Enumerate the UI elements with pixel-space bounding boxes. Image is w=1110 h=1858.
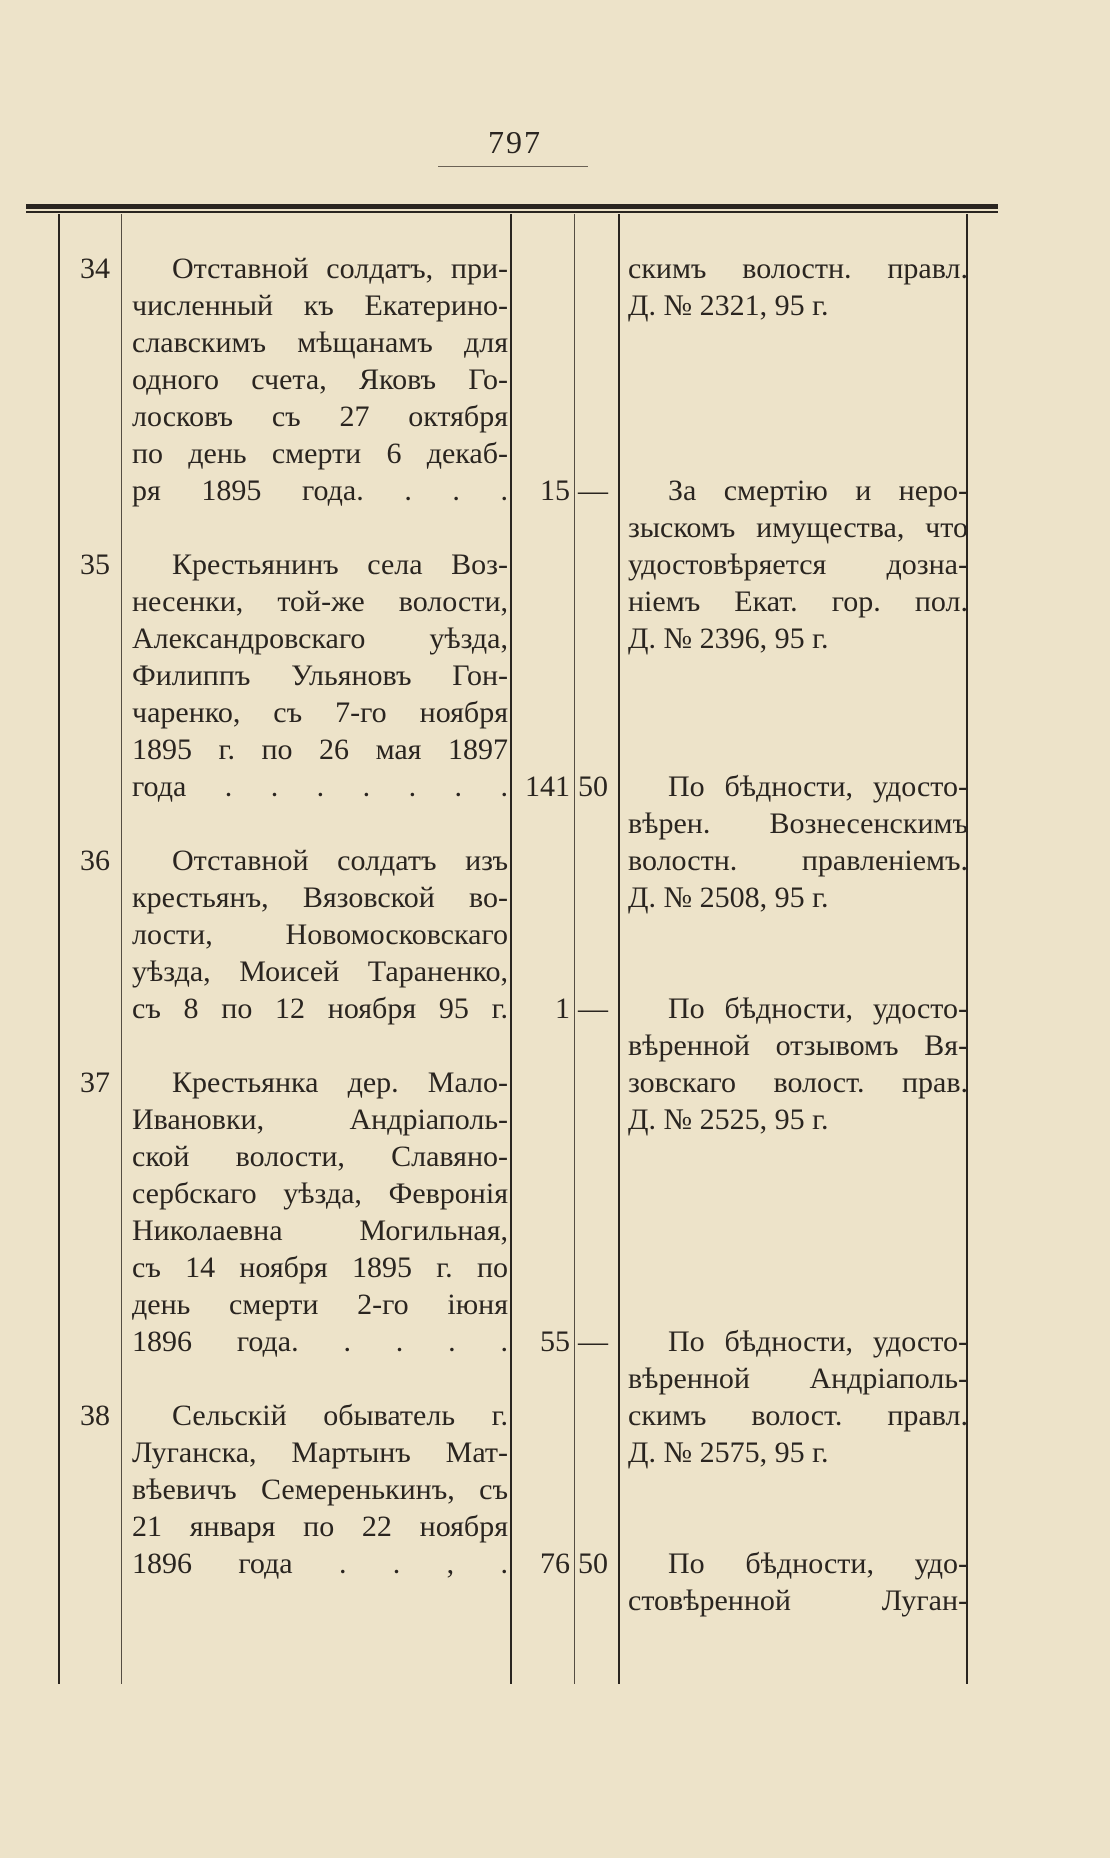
remark-line: стовѣренной Луган-	[628, 1584, 968, 1617]
amount-rubles: 55	[540, 1325, 570, 1358]
amount-kopecks: —	[578, 474, 608, 507]
remark-line: Д. № 2396, 95 г.	[628, 622, 829, 655]
remark-line: зыскомъ имущества, что	[628, 511, 968, 544]
entry-line: Николаевна Могильная,	[132, 1214, 508, 1247]
remark-line: За смертію и неро-	[668, 474, 968, 507]
entry-number: 34	[80, 252, 110, 285]
entry-line: лосковъ съ 27 октября	[132, 400, 508, 433]
amount-rubles: 76	[540, 1547, 570, 1580]
entry-line: чаренко, съ 7-го ноября	[132, 696, 508, 729]
remark-line: вѣрен. Вознесенскимъ	[628, 807, 968, 840]
remark-line: зовскаго волост. прав.	[628, 1066, 968, 1099]
amount-rubles: 1	[555, 992, 570, 1025]
entry-line: Александровскаго уѣзда,	[132, 622, 508, 655]
amount-rubles: 141	[525, 770, 570, 803]
entry-line: Отставной солдатъ, при-	[172, 252, 508, 285]
remark-line: Д. № 2321, 95 г.	[628, 289, 829, 322]
amount-kopecks: —	[578, 992, 608, 1025]
entry-line: 1896 года . . , .	[132, 1547, 508, 1580]
amount-kopecks: —	[578, 1325, 608, 1358]
remark-line: вѣренной Андріаполь-	[628, 1362, 968, 1395]
entry-line: одного счета, Яковъ Го-	[132, 363, 508, 396]
entry-line: Крестьянинъ села Воз-	[172, 548, 508, 581]
remark-line: По бѣдности, удосто-	[668, 770, 968, 803]
amount-rubles: 15	[540, 474, 570, 507]
entry-line: Луганска, Мартынъ Мат-	[132, 1436, 508, 1469]
entry-number: 36	[80, 844, 110, 877]
remark-line: вѣренной отзывомъ Вя-	[628, 1029, 968, 1062]
entry-line: сербскаго уѣзда, Февронія	[132, 1177, 508, 1210]
entry-line: года . . . . . . .	[132, 770, 508, 803]
entry-line: Отставной солдатъ изъ	[172, 844, 508, 877]
entry-line: славскимъ мѣщанамъ для	[132, 326, 508, 359]
remark-line: удостовѣряется дозна-	[628, 548, 968, 581]
entry-line: съ 8 по 12 ноября 95 г.	[132, 992, 508, 1025]
entry-number: 35	[80, 548, 110, 581]
entry-line: ря 1895 года. . . .	[132, 474, 508, 507]
entry-line: численный къ Екатерино-	[132, 289, 508, 322]
remark-line: Д. № 2508, 95 г.	[628, 881, 829, 914]
entry-line: лости, Новомосковскаго	[132, 918, 508, 951]
entry-line: крестьянъ, Вязовской во-	[132, 881, 508, 914]
entry-line: Сельскій обыватель г.	[172, 1399, 508, 1432]
remark-line: По бѣдности, удо-	[668, 1547, 968, 1580]
remark-line: По бѣдности, удосто-	[668, 992, 968, 1025]
remark-line: скимъ волостн. правл.	[628, 252, 968, 285]
amount-kopecks: 50	[578, 1547, 608, 1580]
entry-line: 1896 года. . . . .	[132, 1325, 508, 1358]
entry-line: вѣевичъ Семеренькинъ, съ	[132, 1473, 508, 1506]
page-number: 797	[488, 124, 542, 160]
remark-line: Д. № 2525, 95 г.	[628, 1103, 829, 1136]
entry-line: Крестьянка дер. Мало-	[172, 1066, 508, 1099]
entry-line: съ 14 ноября 1895 г. по	[132, 1251, 508, 1284]
entry-line: несенки, той-же волости,	[132, 585, 508, 618]
entry-line: 21 января по 22 ноября	[132, 1510, 508, 1543]
entry-line: 1895 г. по 26 мая 1897	[132, 733, 508, 766]
entry-number: 37	[80, 1066, 110, 1099]
entry-number: 38	[80, 1399, 110, 1432]
remark-line: скимъ волост. правл.	[628, 1399, 968, 1432]
amount-kopecks: 50	[578, 770, 608, 803]
entry-line: уѣзда, Моисей Тараненко,	[132, 955, 508, 988]
remark-line: волостн. правленіемъ.	[628, 844, 968, 877]
entry-line: ской волости, Славяно-	[132, 1140, 508, 1173]
remark-line: ніемъ Екат. гор. пол.	[628, 585, 968, 618]
remark-line: Д. № 2575, 95 г.	[628, 1436, 829, 1469]
entry-line: день смерти 2-го іюня	[132, 1288, 508, 1321]
entry-line: по день смерти 6 декаб-	[132, 437, 508, 470]
entry-line: Филиппъ Ульяновъ Гон-	[132, 659, 508, 692]
entry-line: Ивановки, Андріаполь-	[132, 1103, 508, 1136]
remark-line: По бѣдности, удосто-	[668, 1325, 968, 1358]
